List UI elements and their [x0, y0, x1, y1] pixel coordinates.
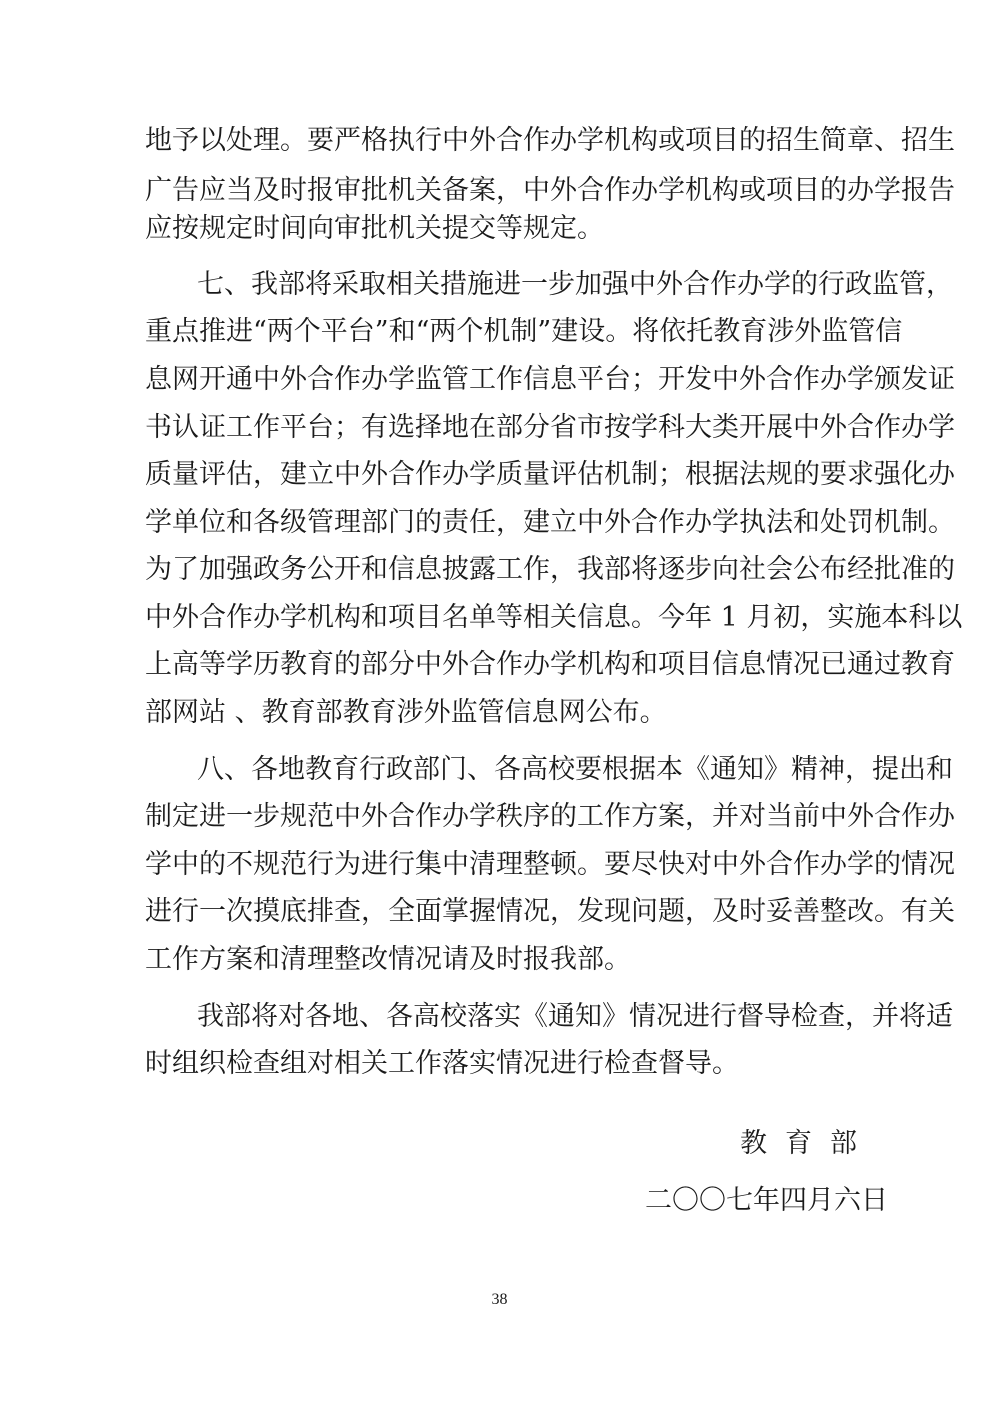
paragraph-line: 七、我部将采取相关措施进一步加强中外合作办学的行政监管，	[197, 269, 953, 300]
paragraph-line: 部网站 、教育部教育涉外监管信息网公布。	[145, 697, 667, 728]
paragraph-line: 时组织检查组对相关工作落实情况进行检查督导。	[145, 1048, 739, 1079]
paragraph-line: 应按规定时间向审批机关提交等规定。	[145, 213, 604, 244]
paragraph-line: 八、各地教育行政部门、各高校要根据本《通知》精神，提出和	[197, 754, 953, 785]
signature-date: 二〇〇七年四月六日	[645, 1185, 888, 1216]
page-number: 38	[491, 1291, 508, 1308]
paragraph-line: 书认证工作平台；有选择地在部分省市按学科大类开展中外合作办学	[145, 412, 955, 443]
paragraph-line: 学单位和各级管理部门的责任，建立中外合作办学执法和处罚机制。	[145, 507, 955, 538]
paragraph-line: 地予以处理。要严格执行中外合作办学机构或项目的招生简章、招生	[145, 125, 955, 156]
paragraph-line: 中外合作办学机构和项目名单等相关信息。今年 1 月初，实施本科以	[145, 602, 963, 633]
paragraph-line: 广告应当及时报审批机关备案，中外合作办学机构或项目的办学报告	[145, 175, 955, 206]
paragraph-line: 工作方案和清理整改情况请及时报我部。	[145, 944, 631, 975]
paragraph-line: 我部将对各地、各高校落实《通知》情况进行督导检查，并将适	[197, 1001, 953, 1032]
paragraph-line: 上高等学历教育的部分中外合作办学机构和项目信息情况已通过教育	[145, 649, 955, 680]
paragraph-line: 息网开通中外合作办学监管工作信息平台；开发中外合作办学颁发证	[145, 364, 955, 395]
paragraph-line: 制定进一步规范中外合作办学秩序的工作方案，并对当前中外合作办	[145, 801, 955, 832]
paragraph-line: 重点推进“两个平台”和“两个机制”建设。将依托教育涉外监管信	[145, 316, 903, 347]
paragraph-line: 进行一次摸底排查，全面掌握情况，发现问题，及时妥善整改。有关	[145, 896, 955, 927]
paragraph-line: 质量评估，建立中外合作办学质量评估机制；根据法规的要求强化办	[145, 459, 955, 490]
paragraph-line: 为了加强政务公开和信息披露工作，我部将逐步向社会公布经批准的	[145, 554, 955, 585]
signature-organization: 教 育 部	[740, 1128, 857, 1159]
paragraph-line: 学中的不规范行为进行集中清理整顿。要尽快对中外合作办学的情况	[145, 849, 955, 880]
